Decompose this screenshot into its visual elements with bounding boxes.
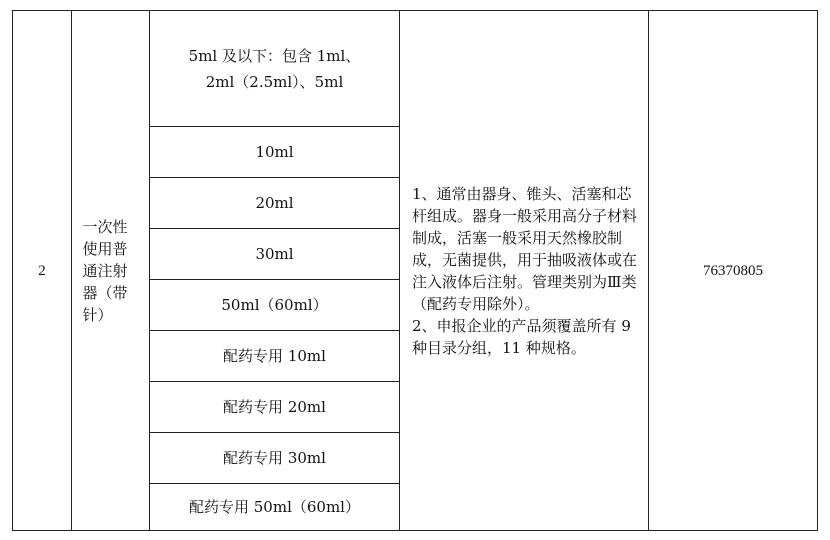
row-number-cell: 2 — [13, 11, 72, 531]
spec-cell: 配药专用 10ml — [150, 331, 400, 382]
spec-line: 2ml（2.5ml）、5ml — [205, 72, 344, 91]
spec-cell: 配药专用 30ml — [150, 433, 400, 484]
description-cell — [400, 11, 649, 531]
spec-cell — [150, 11, 400, 127]
description-item: 2、申报企业的产品须覆盖所有 9 种目录分组，11 种规格。 — [412, 316, 631, 357]
catalog-table — [12, 10, 818, 531]
spec-cell: 20ml — [150, 178, 400, 229]
description-item: 1、通常由器身、锥头、活塞和芯杆组成。器身一般采用高分子材料制成，活塞一般采用天然橡胶制成，无菌提供，用于抽吸液体或在注入液体后注射。管理类别为Ⅲ类（配药专用除外）。 — [412, 184, 638, 313]
spec-cell: 30ml — [150, 229, 400, 280]
product-name: 一次性使用普通注射器（带针） — [82, 217, 128, 324]
spec-cell: 配药专用 20ml — [150, 382, 400, 433]
table-row — [13, 11, 818, 127]
spec-cell: 配药专用 50ml（60ml） — [150, 484, 400, 531]
product-name-cell — [72, 11, 150, 531]
spec-cell: 10ml — [150, 127, 400, 178]
spec-cell: 50ml（60ml） — [150, 280, 400, 331]
spec-line: 5ml 及以下：包含 1ml、 — [188, 46, 361, 65]
code-cell: 76370805 — [649, 11, 818, 531]
spec-first — [165, 43, 385, 95]
